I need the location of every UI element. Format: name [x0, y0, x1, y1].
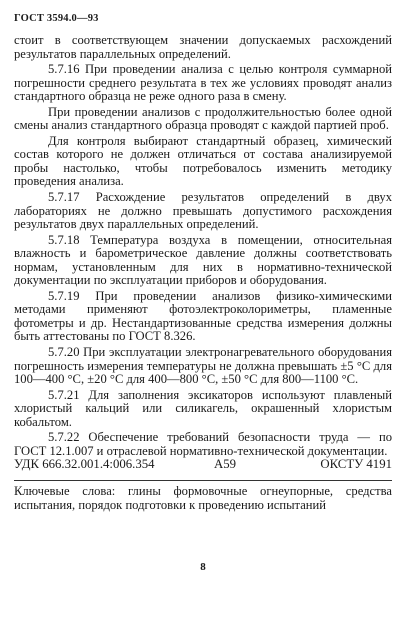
paragraph-5-7-16: 5.7.16 При проведении анализа с целью контроля суммарной погрешности среднего результата в тех же условиях проводят анализ стандартного образца не реже одного раза в смену.: [14, 62, 392, 104]
body-text: [14, 34, 392, 460]
paragraph-5-7-20: 5.7.20 При эксплуатации электронагревательного оборудования погрешность измерения температуры не должна превышать ±5 °С для 100—400 °С, ±20 °С для 400—800 °С, ±50 °С для 800—1100 °С.: [14, 345, 392, 387]
paragraph-5-7-21: 5.7.21 Для заполнения эксикаторов используют плавленый хлористый кальций или силикагель, окрашенный хлористым кобальтом.: [14, 387, 392, 429]
paragraph-long-shift: При проведении анализов с продолжительностью более одной смены анализ стандартного образца проводят с каждой партией проб.: [14, 104, 392, 133]
paragraph-continuation: стоит в соответствующем значении допускаемых расхождений результатов параллельных определений.: [14, 33, 392, 61]
paragraph-5-7-17: 5.7.17 Расхождение результатов определений в двух лабораториях не должно превышать допустимого расхождения результатов двух параллельных определений.: [14, 190, 392, 232]
standard-header: ГОСТ 3594.0—93: [14, 13, 99, 24]
group-code: А59: [214, 457, 237, 471]
classification-row: [14, 457, 392, 473]
paragraph-5-7-22: 5.7.22 Обеспечение требований безопасности труда — по ГОСТ 12.1.007 и отраслевой нормативно-технической документации.: [14, 430, 392, 458]
page-number: 8: [200, 561, 206, 573]
paragraph-5-7-18: 5.7.18 Температура воздуха в помещении, относительная влажность и барометрическое давление должны соответствовать нормам, установленным для них в нормативно-технической документации по эксплуатации приборов и оборудования.: [14, 232, 392, 288]
paragraph-5-7-19: 5.7.19 При проведении анализов физико-химическими методами применяют фотоэлектроколориметры, пламенные фотометры и др. Нестандартизованные средства измерения должны быть аттестованы по ГОСТ 8.326.: [14, 288, 392, 344]
udk-code: УДК 666.32.001.4:006.354: [14, 457, 155, 471]
keywords: Ключевые слова: глины формовочные огнеупорные, средства испытания, порядок подготовки к проведению испытаний: [14, 484, 392, 512]
divider-line: [14, 480, 392, 481]
paragraph-control-sample: Для контроля выбирают стандартный образец, химический состав которого не должен отличаться от состава анализируемой пробы настолько, чтобы потребовалось изменить методику проведения анализа.: [14, 133, 392, 189]
okstu-code: ОКСТУ 4191: [320, 457, 392, 471]
